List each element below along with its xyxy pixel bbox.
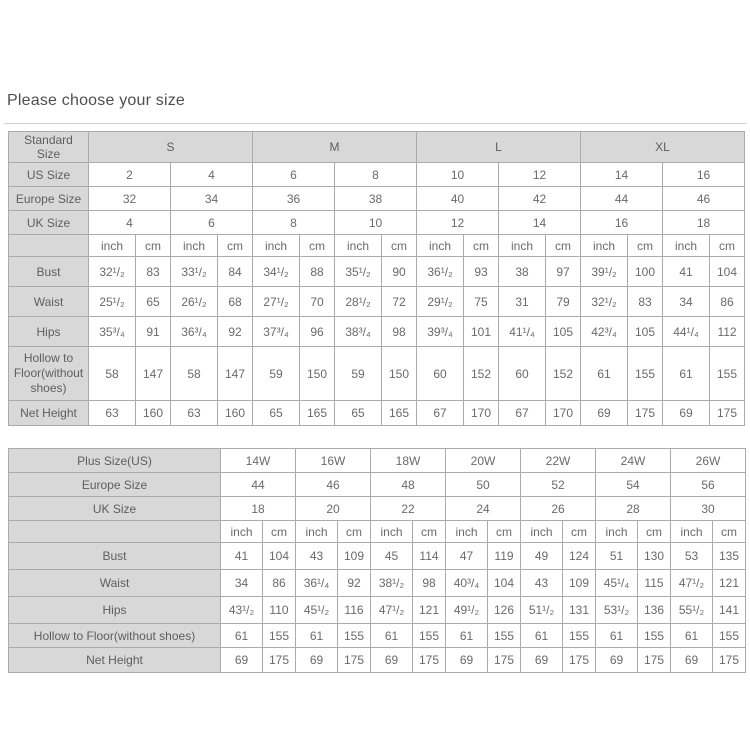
plus-table-cell: 126	[488, 597, 521, 624]
standard-table-cell: 16	[663, 163, 745, 187]
standard-table-cell: inch	[335, 235, 382, 257]
standard-table-cell: 32¹/₂	[581, 287, 628, 317]
standard-table-cell: 165	[300, 401, 335, 426]
plus-table-row-units	[9, 521, 746, 543]
standard-table-cell: 84	[218, 257, 253, 287]
standard-table-cell: 83	[136, 257, 171, 287]
standard-table-cell: inch	[417, 235, 464, 257]
plus-table-cell: 24W	[596, 449, 671, 473]
standard-table-cell: cm	[628, 235, 663, 257]
plus-table-cell: cm	[338, 521, 371, 543]
standard-table-cell: 33¹/₂	[171, 257, 218, 287]
plus-row-label-cell: Hips	[9, 597, 221, 624]
plus-table-cell: 54	[596, 473, 671, 497]
plus-table-cell: 155	[713, 624, 746, 648]
plus-table-cell: 121	[413, 597, 446, 624]
standard-row-label-cell	[9, 235, 89, 257]
plus-table-cell: 43¹/₂	[221, 597, 263, 624]
plus-table-cell: 47¹/₂	[371, 597, 413, 624]
plus-table-cell: 155	[263, 624, 296, 648]
standard-table-row-size	[9, 187, 745, 211]
standard-table-cell: 100	[628, 257, 663, 287]
standard-table-cell: 69	[581, 401, 628, 426]
standard-table-cell: 8	[253, 211, 335, 235]
plus-table-cell: 131	[563, 597, 596, 624]
plus-table-cell: 56	[671, 473, 746, 497]
plus-table-cell: 155	[338, 624, 371, 648]
standard-table-cell: 170	[546, 401, 581, 426]
standard-table-cell: 58	[171, 347, 218, 401]
standard-table-cell: 86	[710, 287, 745, 317]
plus-table-row-size	[9, 473, 746, 497]
plus-row-label-cell: Waist	[9, 570, 221, 597]
standard-table-cell: 34	[663, 287, 710, 317]
standard-table-cell: 63	[171, 401, 218, 426]
plus-table-cell: 14W	[221, 449, 296, 473]
standard-table-cell: 35¹/₂	[335, 257, 382, 287]
standard-table-cell: 18	[663, 211, 745, 235]
plus-table-cell: 141	[713, 597, 746, 624]
plus-size-table	[8, 448, 746, 673]
standard-table-cell: cm	[300, 235, 335, 257]
plus-table-cell: 124	[563, 543, 596, 570]
plus-table-cell: 53	[671, 543, 713, 570]
standard-table-cell: 27¹/₂	[253, 287, 300, 317]
standard-table-cell: 6	[253, 163, 335, 187]
plus-table-cell: inch	[371, 521, 413, 543]
standard-table-cell: 39³/₄	[417, 317, 464, 347]
plus-table-cell: 114	[413, 543, 446, 570]
plus-table-cell: 61	[596, 624, 638, 648]
plus-table-cell: 61	[296, 624, 338, 648]
plus-table-cell: inch	[221, 521, 263, 543]
standard-table-cell: 6	[171, 211, 253, 235]
plus-table-row-measure	[9, 543, 746, 570]
plus-table-cell: 116	[338, 597, 371, 624]
standard-table-cell: 60	[417, 347, 464, 401]
standard-table-cell: 10	[335, 211, 417, 235]
standard-table-cell: cm	[710, 235, 745, 257]
plus-table-cell: 175	[563, 648, 596, 673]
plus-table-cell: 61	[521, 624, 563, 648]
plus-table-cell: 16W	[296, 449, 371, 473]
standard-table-cell: XL	[581, 132, 745, 163]
plus-table-cell: 69	[446, 648, 488, 673]
standard-row-label-cell: Waist	[9, 287, 89, 317]
standard-table-row-measure	[9, 257, 745, 287]
standard-table-cell: 36¹/₂	[417, 257, 464, 287]
standard-table-cell: 34¹/₂	[253, 257, 300, 287]
standard-table-cell: 152	[464, 347, 499, 401]
plus-table-row-size	[9, 449, 746, 473]
standard-table-cell: inch	[499, 235, 546, 257]
standard-table-cell: cm	[464, 235, 499, 257]
plus-table-cell: 155	[563, 624, 596, 648]
standard-table-row-group	[9, 132, 745, 163]
standard-table-row-height	[9, 401, 745, 426]
plus-table-cell: cm	[488, 521, 521, 543]
standard-table-cell: L	[417, 132, 581, 163]
standard-row-label-cell: UK Size	[9, 211, 89, 235]
standard-table-cell: 67	[499, 401, 546, 426]
plus-table-cell: cm	[413, 521, 446, 543]
standard-table-cell: 105	[546, 317, 581, 347]
standard-table-cell: 59	[253, 347, 300, 401]
plus-table-cell: 175	[638, 648, 671, 673]
plus-table-cell: 26	[521, 497, 596, 521]
standard-table-cell: 46	[663, 187, 745, 211]
standard-table-cell: 44	[581, 187, 663, 211]
standard-table-cell: M	[253, 132, 417, 163]
standard-table-cell: 65	[253, 401, 300, 426]
plus-table-cell: 34	[221, 570, 263, 597]
standard-table-cell: 44¹/₄	[663, 317, 710, 347]
plus-table-cell: 44	[221, 473, 296, 497]
plus-table-cell: 43	[521, 570, 563, 597]
standard-table-cell: 41	[663, 257, 710, 287]
standard-table-cell: 79	[546, 287, 581, 317]
standard-table-cell: 67	[417, 401, 464, 426]
plus-table-cell: 92	[338, 570, 371, 597]
plus-table-cell: 20W	[446, 449, 521, 473]
standard-table-cell: 90	[382, 257, 417, 287]
standard-table-cell: S	[89, 132, 253, 163]
plus-table-row-height	[9, 648, 746, 673]
standard-table-cell: 4	[171, 163, 253, 187]
standard-table-row-measure	[9, 317, 745, 347]
plus-table-cell: 69	[671, 648, 713, 673]
plus-table-cell: 18W	[371, 449, 446, 473]
standard-table-cell: 26¹/₂	[171, 287, 218, 317]
plus-table-cell: 28	[596, 497, 671, 521]
standard-table-cell: cm	[136, 235, 171, 257]
plus-row-label-cell: Net Height	[9, 648, 221, 673]
standard-table-cell: 93	[464, 257, 499, 287]
standard-table-cell: 58	[89, 347, 136, 401]
plus-table-cell: 110	[263, 597, 296, 624]
standard-table-cell: 38³/₄	[335, 317, 382, 347]
plus-row-label-cell: Bust	[9, 543, 221, 570]
standard-table-cell: 28¹/₂	[335, 287, 382, 317]
standard-table-cell: 65	[335, 401, 382, 426]
plus-table-cell: 49¹/₂	[446, 597, 488, 624]
standard-table-cell: 97	[546, 257, 581, 287]
standard-table-cell: 147	[218, 347, 253, 401]
plus-table-cell: 155	[488, 624, 521, 648]
plus-row-label-cell: Europe Size	[9, 473, 221, 497]
plus-table-cell: 20	[296, 497, 371, 521]
plus-table-cell: 30	[671, 497, 746, 521]
standard-table-row-units	[9, 235, 745, 257]
standard-table-cell: 160	[218, 401, 253, 426]
standard-row-label-cell: Europe Size	[9, 187, 89, 211]
plus-table-cell: 69	[596, 648, 638, 673]
standard-table-cell: 25¹/₂	[89, 287, 136, 317]
standard-table-cell: 61	[663, 347, 710, 401]
plus-table-row-measure	[9, 597, 746, 624]
standard-row-label-cell: Net Height	[9, 401, 89, 426]
standard-table-cell: 150	[382, 347, 417, 401]
standard-table-cell: inch	[581, 235, 628, 257]
plus-table-cell: 48	[371, 473, 446, 497]
plus-table-cell: 45¹/₂	[296, 597, 338, 624]
standard-table-cell: 69	[663, 401, 710, 426]
plus-table-cell: 175	[413, 648, 446, 673]
plus-table-cell: 61	[671, 624, 713, 648]
plus-table-cell: 136	[638, 597, 671, 624]
plus-table-cell: 69	[296, 648, 338, 673]
plus-table-cell: 45¹/₄	[596, 570, 638, 597]
standard-table-cell: 14	[499, 211, 581, 235]
standard-row-label-cell: Hollow to Floor(without shoes)	[9, 347, 89, 401]
standard-row-label-cell: Standard Size	[9, 132, 89, 163]
plus-table-cell: 51¹/₂	[521, 597, 563, 624]
standard-table-cell: 170	[464, 401, 499, 426]
plus-table-cell: 55¹/₂	[671, 597, 713, 624]
standard-table-cell: 29¹/₂	[417, 287, 464, 317]
plus-table-cell: 47	[446, 543, 488, 570]
plus-table-cell: 47¹/₂	[671, 570, 713, 597]
standard-row-label-cell: US Size	[9, 163, 89, 187]
standard-table-cell: inch	[171, 235, 218, 257]
plus-table-cell: 104	[488, 570, 521, 597]
standard-table-cell: 155	[628, 347, 663, 401]
standard-table-cell: 160	[136, 401, 171, 426]
standard-table-cell: 75	[464, 287, 499, 317]
plus-table-cell: 38¹/₂	[371, 570, 413, 597]
plus-table-cell: cm	[638, 521, 671, 543]
plus-table-cell: 109	[563, 570, 596, 597]
plus-table-row-hollow	[9, 624, 746, 648]
standard-table-cell: 96	[300, 317, 335, 347]
standard-size-table	[8, 131, 745, 426]
standard-table-cell: cm	[546, 235, 581, 257]
plus-table-cell: cm	[563, 521, 596, 543]
standard-table-row-measure	[9, 287, 745, 317]
plus-table-cell: 50	[446, 473, 521, 497]
plus-table-cell: 130	[638, 543, 671, 570]
plus-table-cell: 155	[413, 624, 446, 648]
plus-table-cell: 51	[596, 543, 638, 570]
standard-table-cell: 155	[710, 347, 745, 401]
standard-table-cell: 16	[581, 211, 663, 235]
plus-table-cell: 61	[371, 624, 413, 648]
plus-table-cell: 69	[221, 648, 263, 673]
plus-table-cell: inch	[521, 521, 563, 543]
plus-table-cell: 45	[371, 543, 413, 570]
standard-table-cell: 175	[710, 401, 745, 426]
page-title: Please choose your size	[7, 92, 186, 109]
standard-table-cell: 63	[89, 401, 136, 426]
standard-table-cell: 40	[417, 187, 499, 211]
standard-table-cell: 34	[171, 187, 253, 211]
plus-table-cell: 22	[371, 497, 446, 521]
plus-table-cell: 69	[371, 648, 413, 673]
standard-table-cell: inch	[663, 235, 710, 257]
standard-table-cell: 12	[499, 163, 581, 187]
plus-table-cell: 115	[638, 570, 671, 597]
plus-table-cell: inch	[446, 521, 488, 543]
title-divider	[4, 123, 746, 124]
plus-table-cell: 46	[296, 473, 371, 497]
standard-table-cell: 38	[335, 187, 417, 211]
standard-table-cell: 59	[335, 347, 382, 401]
standard-table-cell: 68	[218, 287, 253, 317]
plus-table-cell: inch	[671, 521, 713, 543]
standard-table-cell: 165	[382, 401, 417, 426]
standard-table-cell: 65	[136, 287, 171, 317]
plus-table-cell: 53¹/₂	[596, 597, 638, 624]
standard-row-label-cell: Hips	[9, 317, 89, 347]
standard-table-cell: 32¹/₂	[89, 257, 136, 287]
standard-table-cell: 38	[499, 257, 546, 287]
plus-table-cell: 18	[221, 497, 296, 521]
plus-table-cell: 61	[221, 624, 263, 648]
plus-table-cell: 175	[263, 648, 296, 673]
standard-table-cell: 36	[253, 187, 335, 211]
plus-row-label-cell: Plus Size(US)	[9, 449, 221, 473]
standard-table-cell: 12	[417, 211, 499, 235]
plus-table-row-measure	[9, 570, 746, 597]
plus-table-cell: 61	[446, 624, 488, 648]
standard-table-cell: 88	[300, 257, 335, 287]
standard-table-cell: 36³/₄	[171, 317, 218, 347]
standard-table-cell: 150	[300, 347, 335, 401]
plus-table-cell: 86	[263, 570, 296, 597]
plus-row-label-cell: UK Size	[9, 497, 221, 521]
plus-table-cell: 36¹/₄	[296, 570, 338, 597]
standard-table-cell: 35³/₄	[89, 317, 136, 347]
standard-table-cell: 39¹/₂	[581, 257, 628, 287]
standard-table-cell: 2	[89, 163, 171, 187]
plus-table-cell: cm	[713, 521, 746, 543]
plus-table-cell: 104	[263, 543, 296, 570]
plus-table-cell: 155	[638, 624, 671, 648]
plus-table-cell: 121	[713, 570, 746, 597]
standard-table-row-size	[9, 163, 745, 187]
plus-table-cell: 41	[221, 543, 263, 570]
plus-table-cell: 119	[488, 543, 521, 570]
standard-table-cell: 92	[218, 317, 253, 347]
plus-table-cell: 22W	[521, 449, 596, 473]
standard-table-cell: cm	[382, 235, 417, 257]
standard-table-cell: 60	[499, 347, 546, 401]
standard-table-cell: 83	[628, 287, 663, 317]
standard-table-cell: cm	[218, 235, 253, 257]
standard-table-cell: 72	[382, 287, 417, 317]
plus-row-label-cell	[9, 521, 221, 543]
standard-table-cell: 147	[136, 347, 171, 401]
standard-table-row-hollow	[9, 347, 745, 401]
standard-table-cell: inch	[89, 235, 136, 257]
plus-table-cell: 175	[488, 648, 521, 673]
plus-table-cell: 69	[521, 648, 563, 673]
plus-table-cell: 135	[713, 543, 746, 570]
plus-table-cell: 24	[446, 497, 521, 521]
plus-table-cell: inch	[596, 521, 638, 543]
standard-table-cell: 14	[581, 163, 663, 187]
standard-table-cell: 37³/₄	[253, 317, 300, 347]
plus-row-label-cell: Hollow to Floor(without shoes)	[9, 624, 221, 648]
plus-table-cell: 98	[413, 570, 446, 597]
standard-table-cell: 101	[464, 317, 499, 347]
plus-table-cell: 109	[338, 543, 371, 570]
plus-table-cell: 175	[713, 648, 746, 673]
plus-table-row-size	[9, 497, 746, 521]
standard-table-cell: 8	[335, 163, 417, 187]
standard-table-cell: 61	[581, 347, 628, 401]
standard-table-cell: 42³/₄	[581, 317, 628, 347]
standard-table-cell: inch	[253, 235, 300, 257]
plus-table-cell: 49	[521, 543, 563, 570]
plus-table-cell: 52	[521, 473, 596, 497]
standard-table-cell: 105	[628, 317, 663, 347]
plus-table-cell: cm	[263, 521, 296, 543]
standard-table-cell: 10	[417, 163, 499, 187]
standard-table-cell: 70	[300, 287, 335, 317]
standard-table-cell: 31	[499, 287, 546, 317]
standard-table-cell: 112	[710, 317, 745, 347]
standard-row-label-cell: Bust	[9, 257, 89, 287]
plus-table-cell: 43	[296, 543, 338, 570]
standard-table-cell: 175	[628, 401, 663, 426]
plus-table-cell: 40³/₄	[446, 570, 488, 597]
standard-table-row-size	[9, 211, 745, 235]
standard-table-cell: 42	[499, 187, 581, 211]
plus-table-cell: inch	[296, 521, 338, 543]
standard-table-cell: 98	[382, 317, 417, 347]
plus-table-cell: 26W	[671, 449, 746, 473]
standard-table-cell: 4	[89, 211, 171, 235]
standard-table-cell: 104	[710, 257, 745, 287]
plus-table-cell: 175	[338, 648, 371, 673]
standard-table-cell: 41¹/₄	[499, 317, 546, 347]
standard-table-cell: 32	[89, 187, 171, 211]
standard-table-cell: 91	[136, 317, 171, 347]
standard-table-cell: 152	[546, 347, 581, 401]
